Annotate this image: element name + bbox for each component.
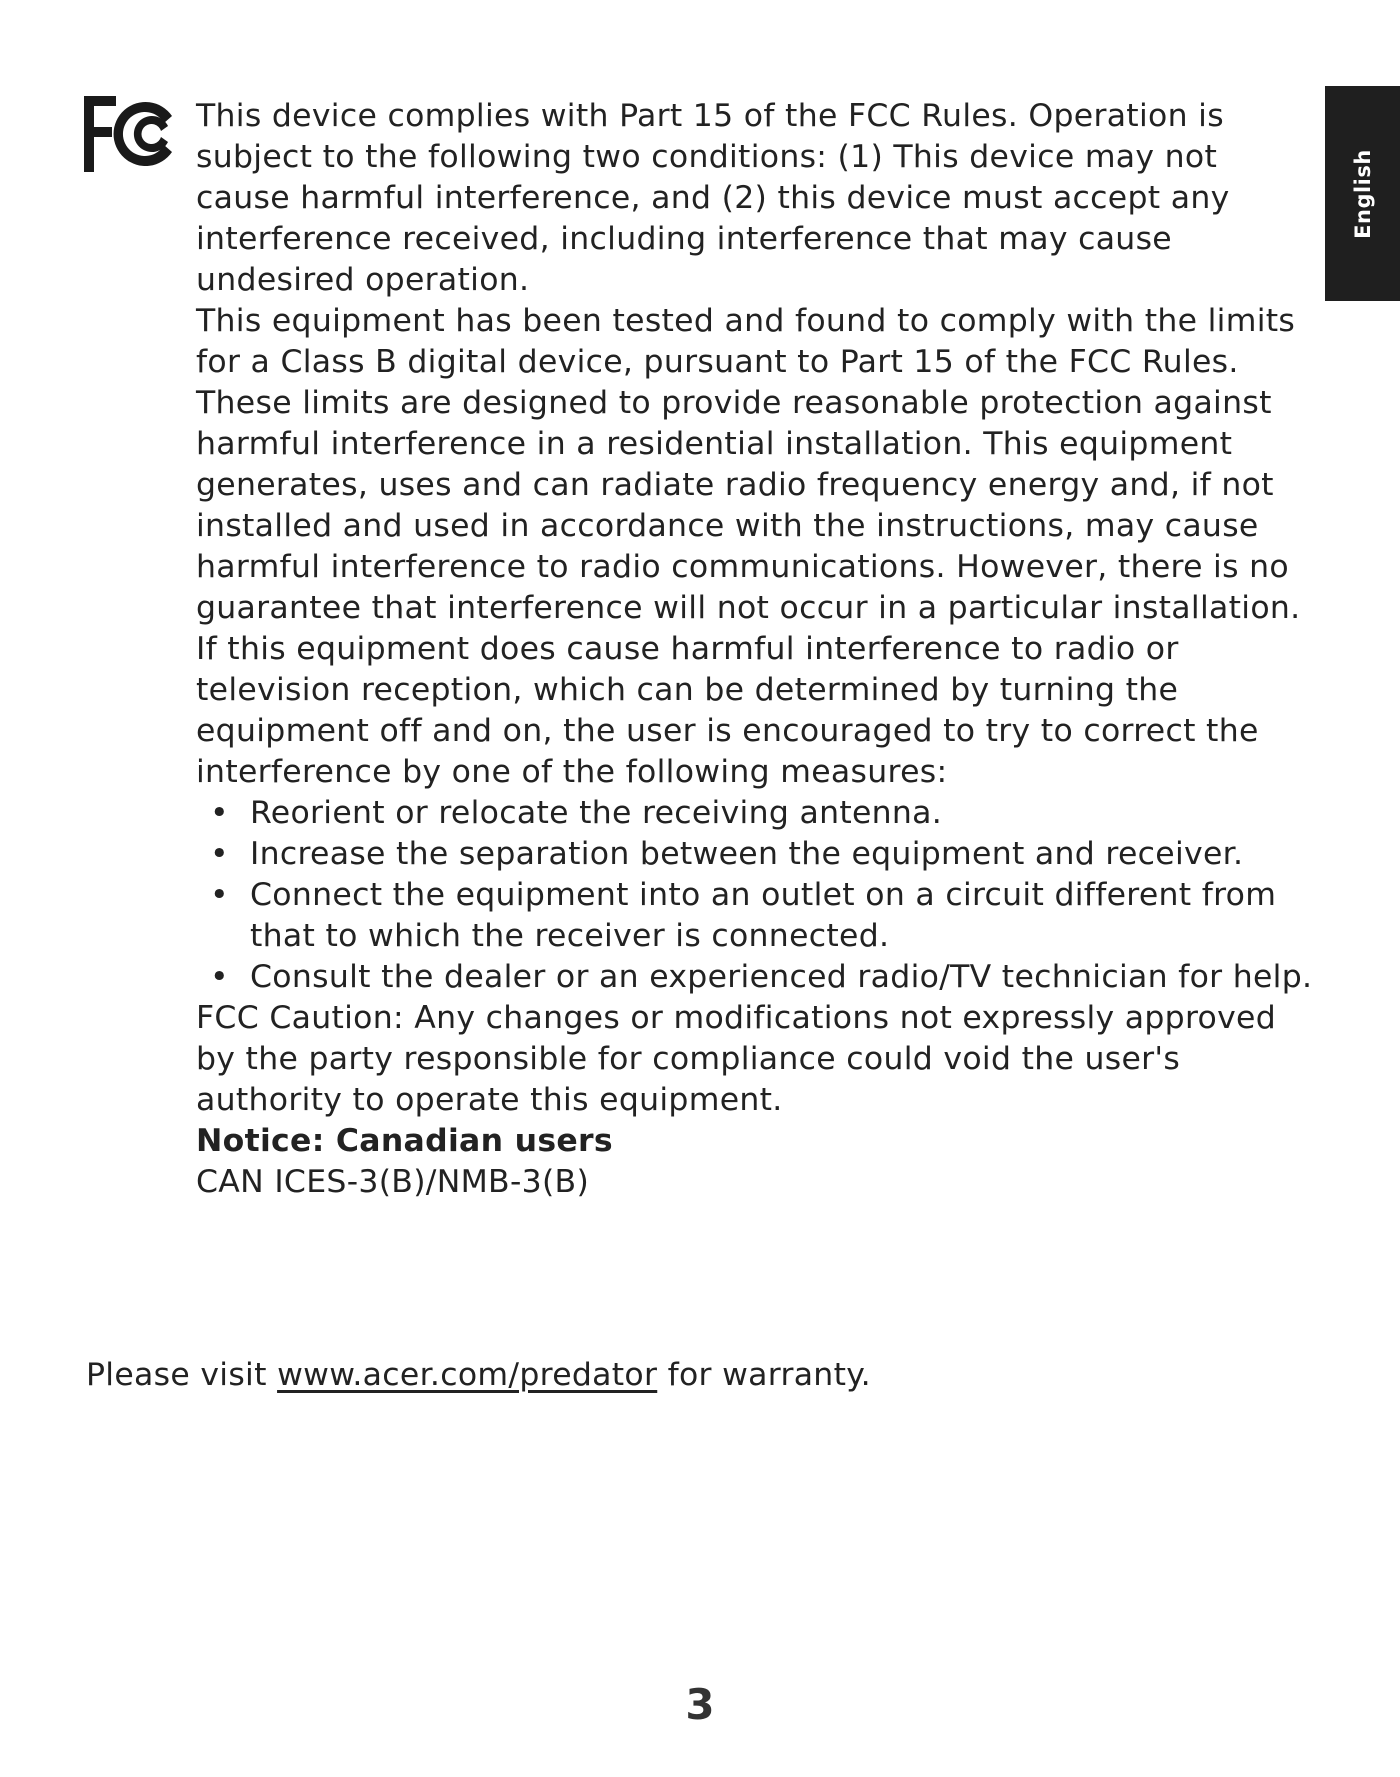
- list-item: [196, 957, 1321, 998]
- list-item: [196, 875, 1321, 957]
- measures-list: [196, 793, 1321, 998]
- warranty-prefix: Please visit: [86, 1357, 278, 1393]
- measure-text: Consult the dealer or an experienced radio/TV technician for help.: [250, 959, 1313, 995]
- fcc-caution: FCC Caution: Any changes or modifications not expressly approved by the party responsible for compliance could void the user's authority to operate this equipment.: [196, 1000, 1277, 1118]
- canada-notice-code: CAN ICES-3(B)/NMB-3(B): [196, 1164, 590, 1200]
- warranty-suffix: for warranty.: [657, 1357, 871, 1393]
- compliance-content: [196, 96, 1321, 1203]
- warranty-line: [86, 1355, 871, 1396]
- fcc-statement: This device complies with Part 15 of the FCC Rules. Operation is subject to the following two conditions: (1) This device may not cause harmful interference, and (2) this device must accept any interference received, including interference that may cause undesired operation.: [196, 98, 1230, 298]
- page-number: 3: [685, 1680, 715, 1729]
- fcc-logo-icon: [84, 96, 184, 172]
- measure-text: Reorient or relocate the receiving antenna.: [250, 795, 943, 831]
- class-b-statement: This equipment has been tested and found to comply with the limits for a Class B digital device, pursuant to Part 15 of the FCC Rules. These limits are designed to provide reasonable protection against harmful interference in a residential installation. This equipment generates, uses and can radiate radio frequency energy and, if not installed and used in accordance with the instructions, may cause harmful interference to radio communications. However, there is no guarantee that interference will not occur in a particular installation. If this equipment does cause harmful interference to radio or television reception, which can be determined by turning the equipment off and on, the user is encouraged to try to correct the interference by one of the following measures:: [196, 303, 1301, 790]
- bullet-icon: •: [210, 877, 229, 913]
- language-tab-label: English: [1350, 148, 1375, 239]
- warranty-link[interactable]: www.acer.com/predator: [277, 1357, 658, 1393]
- measure-text: Connect the equipment into an outlet on a circuit different from that to which the receiver is connected.: [250, 877, 1277, 954]
- measure-text: Increase the separation between the equipment and receiver.: [250, 836, 1244, 872]
- list-item: [196, 834, 1321, 875]
- bullet-icon: •: [210, 836, 229, 872]
- list-item: [196, 793, 1321, 834]
- language-tab[interactable]: [1325, 86, 1400, 301]
- bullet-icon: •: [210, 959, 229, 995]
- canada-notice-heading: Notice: Canadian users: [196, 1123, 613, 1159]
- bullet-icon: •: [210, 795, 229, 831]
